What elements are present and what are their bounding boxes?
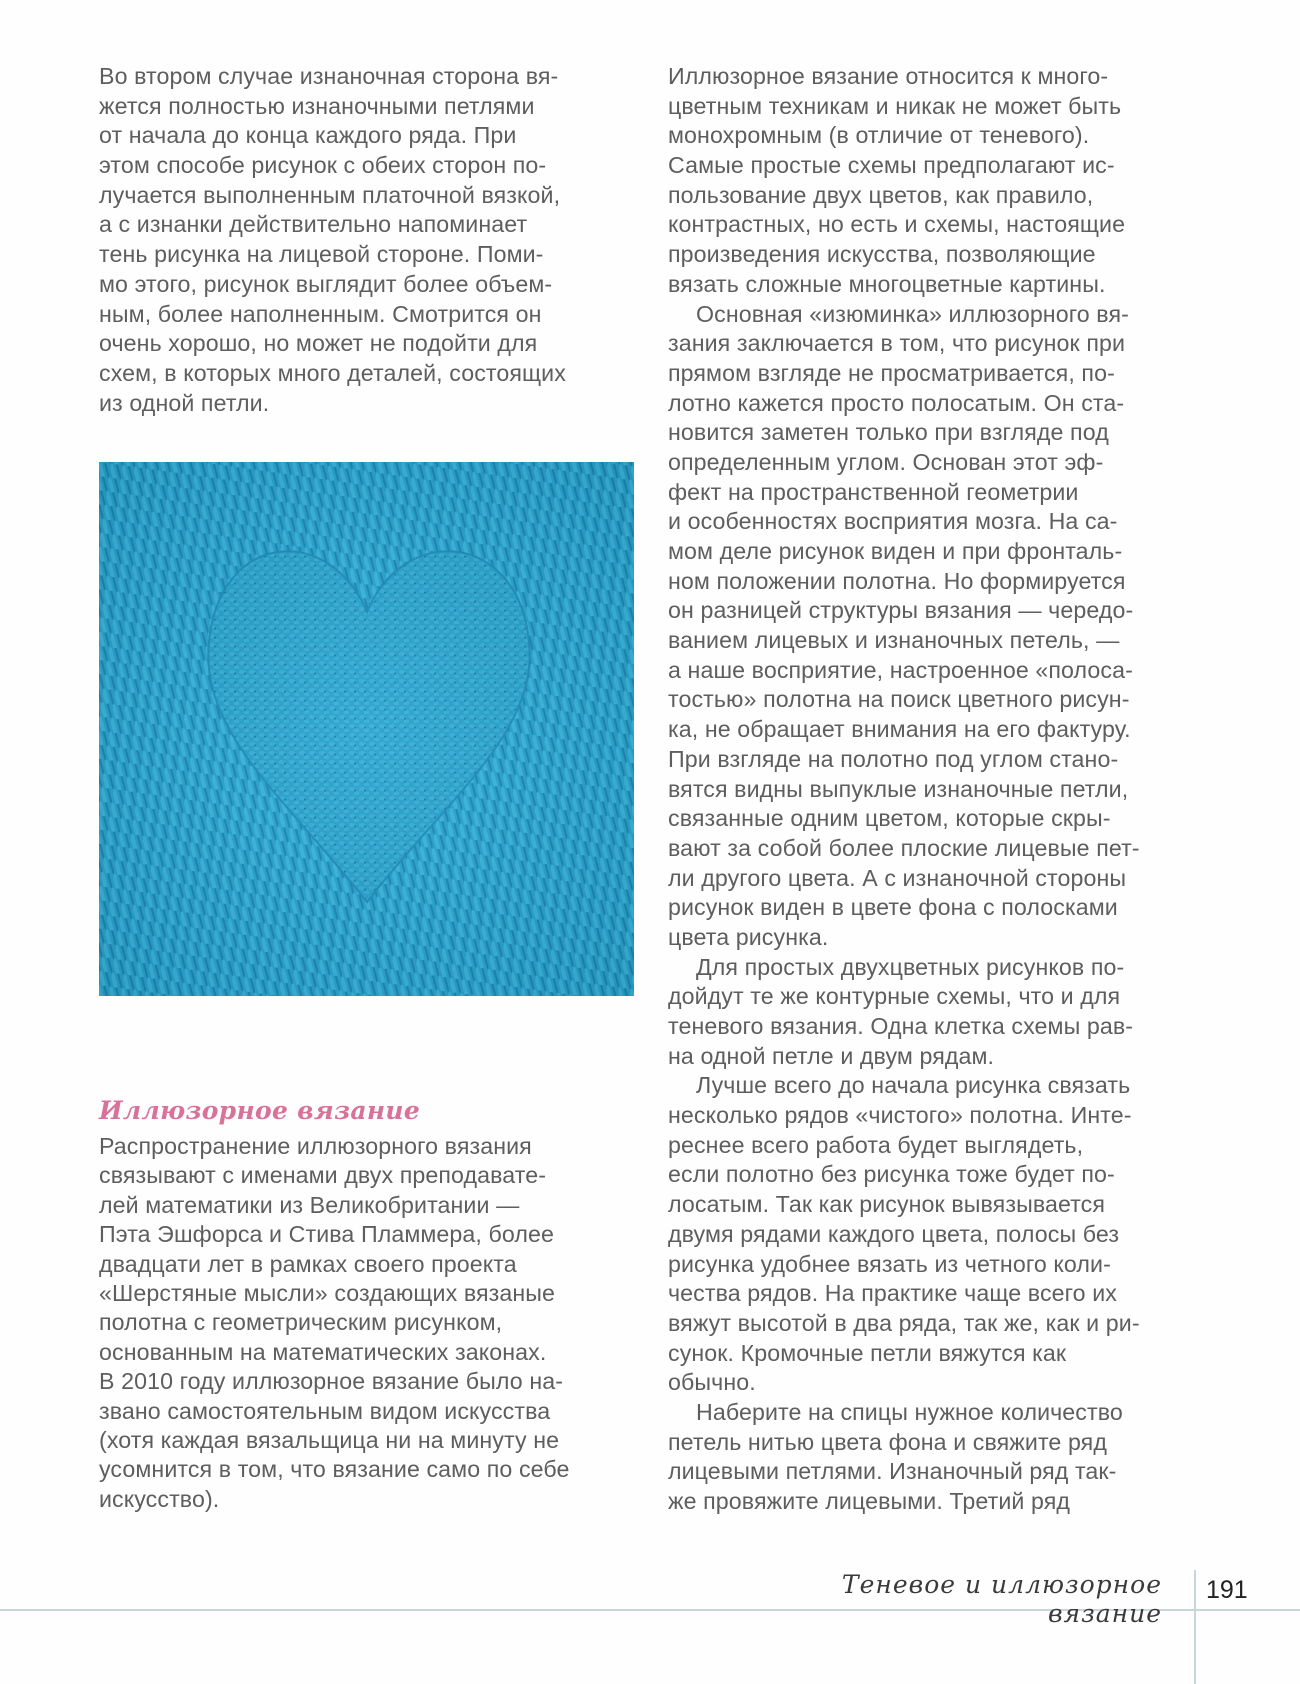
text-line: от начала до конца каждого ряда. При bbox=[99, 122, 517, 149]
text-line: он разницей структуры вязания — чередо- bbox=[668, 597, 1134, 624]
text-line: ли другого цвета. А с изнаночной стороны bbox=[668, 864, 1127, 891]
text-line: Самые простые схемы предполагают ис- bbox=[668, 152, 1115, 179]
text-line: лей математики из Великобритании — bbox=[99, 1191, 520, 1218]
page-number: 191 bbox=[1206, 1576, 1248, 1604]
text-line: Иллюзорное вязание относится к много- bbox=[668, 63, 1109, 89]
text-line: лучается выполненным платочной вязкой, bbox=[99, 181, 561, 208]
text-line: лицевыми петлями. Изнаночный ряд так- bbox=[668, 1458, 1117, 1485]
text-line: если полотно без рисунка тоже будет по- bbox=[668, 1161, 1115, 1188]
text-line: определенным углом. Основан этот эф- bbox=[668, 448, 1104, 475]
text-line: связанные одним цветом, которые скры- bbox=[668, 805, 1111, 832]
running-title: Теневое и иллюзорное вязание bbox=[841, 1570, 1162, 1628]
text-line: «Шерстяные мысли» создающих вязаные bbox=[99, 1279, 556, 1306]
text-line: двадцати лет в рамках своего проекта bbox=[99, 1250, 517, 1277]
text-line: Основная «изюминка» иллюзорного вя- bbox=[696, 300, 1129, 327]
left-column-bottom-paragraph bbox=[99, 1132, 639, 1514]
photo-shading bbox=[99, 462, 634, 996]
text-line: и особенностях восприятия мозга. На са- bbox=[668, 508, 1118, 535]
text-line: звано самостоятельным видом искусства bbox=[99, 1397, 551, 1424]
text-line: полотна с геометрическим рисунком, bbox=[99, 1309, 503, 1336]
text-line: обычно. bbox=[668, 1369, 756, 1396]
text-line: ным, более наполненным. Смотрится он bbox=[99, 300, 542, 327]
text-line: произведения искусства, позволяющие bbox=[668, 241, 1096, 268]
text-line: реснее всего работа будет выглядеть, bbox=[668, 1131, 1084, 1158]
text-line: лосатым. Так как рисунок вывязывается bbox=[668, 1191, 1106, 1218]
left-column-top-paragraph bbox=[99, 62, 639, 418]
text-line: контрастных, но есть и схемы, настоящие bbox=[668, 211, 1126, 238]
text-line: на одной петле и двум рядам. bbox=[668, 1042, 995, 1069]
text-line: чества рядов. На практике чаще всего их bbox=[668, 1280, 1117, 1307]
text-line: а наше восприятие, настроенное «полоса- bbox=[668, 656, 1133, 683]
text-line: вязать сложные многоцветные картины. bbox=[668, 270, 1106, 297]
text-line: лотно кажется просто полосатым. Он ста- bbox=[668, 389, 1125, 416]
text-line: двумя рядами каждого цвета, полосы без bbox=[668, 1220, 1120, 1247]
text-line: монохромным (в отличие от теневого). bbox=[668, 122, 1090, 149]
text-line: усомнится в том, что вязание само по себе bbox=[99, 1456, 570, 1483]
text-line: пользование двух цветов, как правило, bbox=[668, 181, 1094, 208]
text-line: Пэта Эшфорса и Стива Пламмера, более bbox=[99, 1221, 554, 1248]
text-line: очень хорошо, но может не подойти для bbox=[99, 330, 538, 357]
text-line: рисунка удобнее вязать из четного коли- bbox=[668, 1250, 1111, 1277]
text-line: мо этого, рисунок выглядит более объем- bbox=[99, 270, 553, 297]
text-line: При взгляде на полотно под углом стано- bbox=[668, 745, 1119, 772]
text-line: вяжут высотой в два ряда, так же, как и ри- bbox=[668, 1309, 1140, 1336]
text-line: Лучше всего до начала рисунка связать bbox=[696, 1072, 1131, 1099]
text-line: вают за собой более плоские лицевые пет- bbox=[668, 834, 1140, 861]
text-line: зания заключается в том, что рисунок при bbox=[668, 330, 1126, 357]
text-line: цветным техникам и никак не может быть bbox=[668, 92, 1122, 119]
footer-vertical-rule bbox=[1194, 1570, 1196, 1684]
text-line: (хотя каждая вязальщица ни на минуту не bbox=[99, 1426, 560, 1453]
text-line: Распространение иллюзорного вязания bbox=[99, 1133, 532, 1159]
knitted-heart-photo bbox=[99, 462, 634, 996]
text-line: вятся видны выпуклые изнаночные петли, bbox=[668, 775, 1129, 802]
text-line: из одной петли. bbox=[99, 389, 270, 416]
text-line: мом деле рисунок виден и при фронталь- bbox=[668, 538, 1123, 564]
text-line: этом способе рисунок с обеих сторон по- bbox=[99, 152, 547, 179]
text-line: В 2010 году иллюзорное вязание было на- bbox=[99, 1368, 564, 1395]
text-line: Наберите на спицы нужное количество bbox=[696, 1398, 1123, 1425]
text-line: фект на пространственной геометрии bbox=[668, 478, 1079, 505]
text-line: тостью» полотна на поиск цветного рисун- bbox=[668, 686, 1130, 713]
text-line: связывают с именами двух преподавате- bbox=[99, 1162, 547, 1189]
text-line: несколько рядов «чистого» полотна. Инте- bbox=[668, 1102, 1132, 1129]
text-line: рисунок виден в цвете фона с полосками bbox=[668, 894, 1118, 921]
text-line: сунок. Кромочные петли вяжутся как bbox=[668, 1339, 1067, 1366]
text-line: Во втором случае изнаночная сторона вя- bbox=[99, 63, 559, 89]
text-line: цвета рисунка. bbox=[668, 923, 829, 950]
text-line: а с изнанки действительно напоминает bbox=[99, 211, 528, 238]
text-line: дойдут те же контурные схемы, что и для bbox=[668, 983, 1121, 1010]
right-column-text bbox=[668, 62, 1208, 1517]
text-line: теневого вязания. Одна клетка схемы рав- bbox=[668, 1013, 1134, 1039]
text-line: новится заметен только при взгляде под bbox=[668, 419, 1109, 446]
text-line: ка, не обращает внимания на его фактуру. bbox=[668, 716, 1131, 743]
text-line: петель нитью цвета фона и свяжите ряд bbox=[668, 1428, 1107, 1455]
text-line: основанным на математических законах. bbox=[99, 1338, 547, 1365]
text-line: ном положении полотна. Но формируется bbox=[668, 567, 1126, 594]
text-line: искусство). bbox=[99, 1485, 220, 1512]
text-line: же провяжите лицевыми. Третий ряд bbox=[668, 1488, 1071, 1514]
text-line: ванием лицевых и изнаночных петель, — bbox=[668, 627, 1120, 654]
text-line: жется полностью изнаночными петлями bbox=[99, 92, 535, 119]
text-line: тень рисунка на лицевой стороне. Поми- bbox=[99, 241, 544, 268]
text-line: прямом взгляде не просматривается, по- bbox=[668, 359, 1115, 386]
section-heading: Иллюзорное вязание bbox=[99, 1096, 421, 1125]
text-line: Для простых двухцветных рисунков по- bbox=[696, 953, 1125, 980]
text-line: схем, в которых много деталей, состоящих bbox=[99, 359, 566, 386]
